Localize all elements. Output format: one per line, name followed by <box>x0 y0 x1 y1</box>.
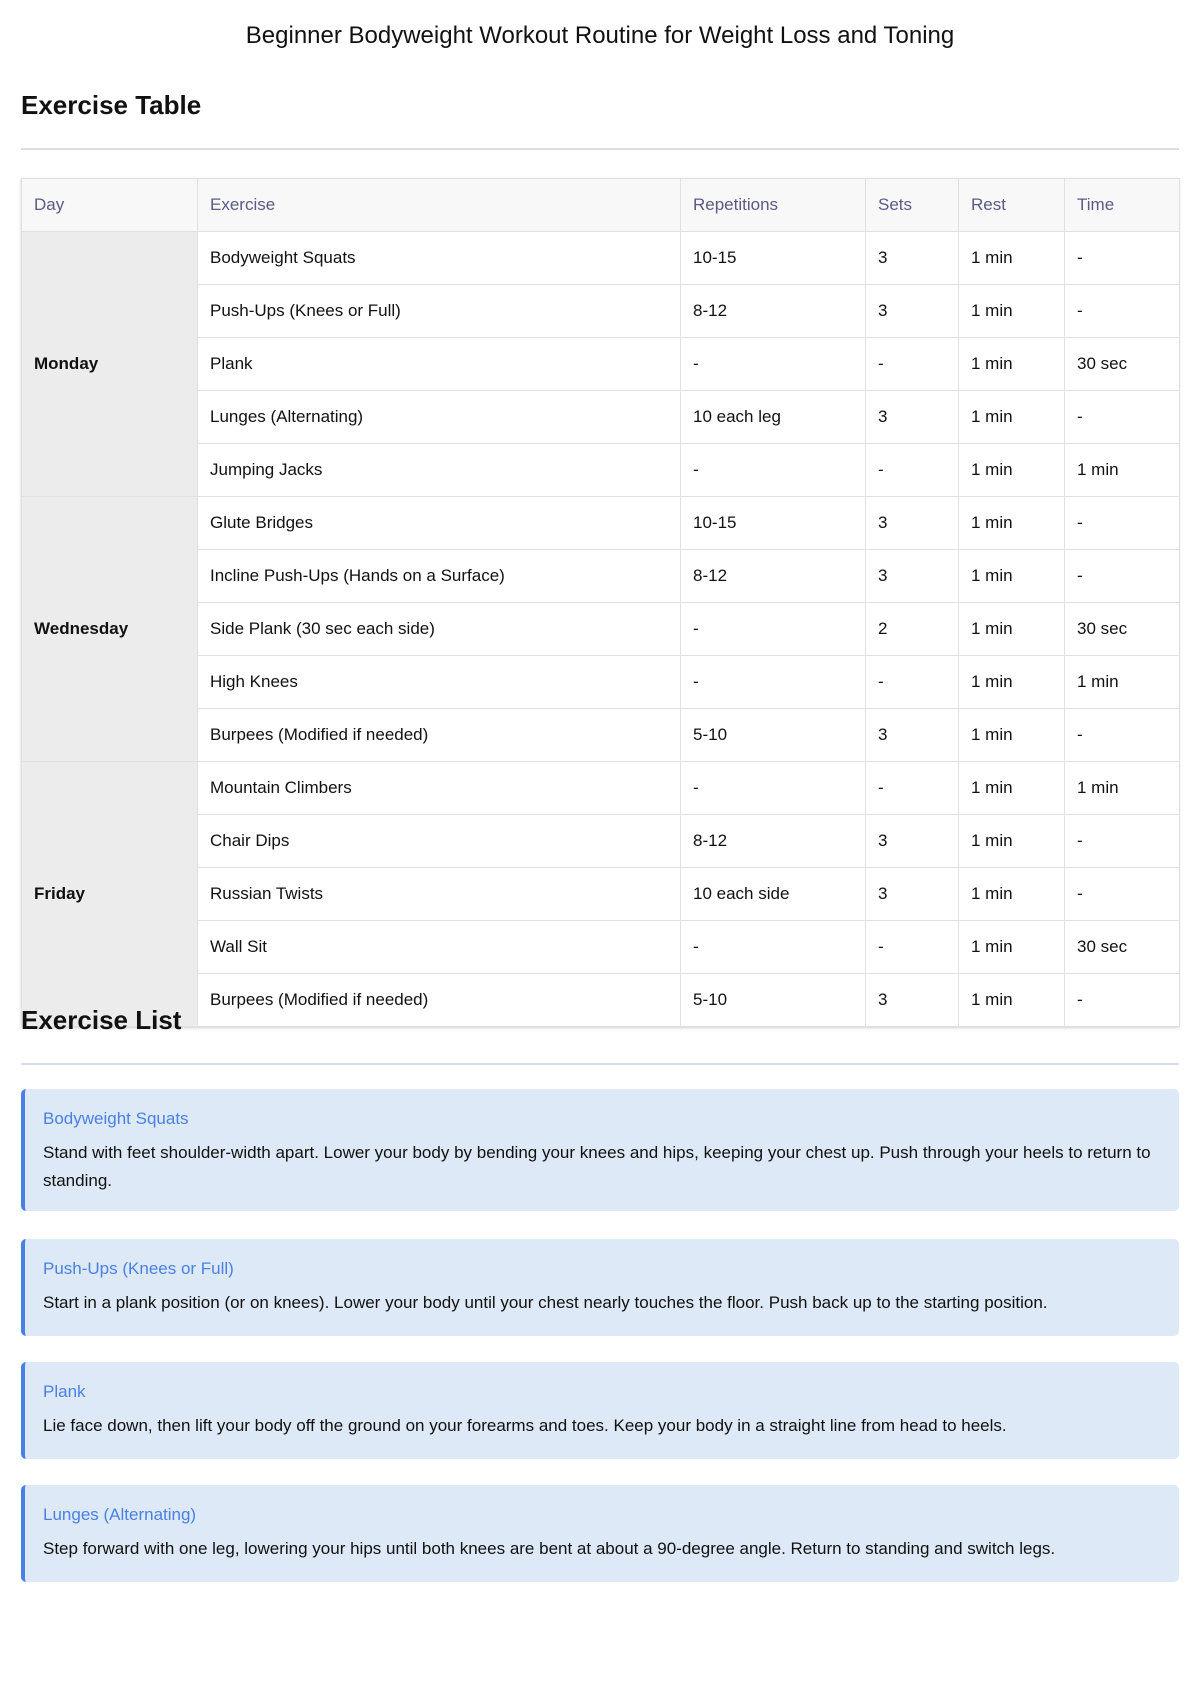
sets-cell: 3 <box>866 550 959 603</box>
rest-cell: 1 min <box>959 391 1065 444</box>
rest-cell: 1 min <box>959 921 1065 974</box>
exercise-cell: Push-Ups (Knees or Full) <box>198 285 681 338</box>
sets-cell: - <box>866 762 959 815</box>
time-cell: - <box>1065 232 1180 285</box>
time-cell: - <box>1065 391 1180 444</box>
exercise-list-heading: Exercise List <box>21 1005 182 1035</box>
time-cell: 1 min <box>1065 444 1180 497</box>
sets-cell: 3 <box>866 868 959 921</box>
rest-cell: 1 min <box>959 550 1065 603</box>
time-cell: - <box>1065 497 1180 550</box>
repetitions-cell: - <box>681 338 866 391</box>
repetitions-cell: 10 each leg <box>681 391 866 444</box>
time-cell: 30 sec <box>1065 338 1180 391</box>
rest-cell: 1 min <box>959 603 1065 656</box>
sets-cell: 3 <box>866 497 959 550</box>
rest-cell: 1 min <box>959 338 1065 391</box>
exercise-table <box>21 178 1180 1027</box>
exercise-card-description: Start in a plank position (or on knees). Lower your body until your chest nearly touches the floor. Push back up to the starting position. <box>43 1293 1048 1312</box>
sets-cell: - <box>866 921 959 974</box>
exercise-cell: Burpees (Modified if needed) <box>198 709 681 762</box>
column-header-day: Day <box>22 179 198 232</box>
exercise-table-heading: Exercise Table <box>21 90 202 120</box>
column-header-rest: Rest <box>959 179 1065 232</box>
exercise-cell: Russian Twists <box>198 868 681 921</box>
rest-cell: 1 min <box>959 815 1065 868</box>
rest-cell: 1 min <box>959 444 1065 497</box>
exercise-cell: Bodyweight Squats <box>198 232 681 285</box>
exercise-card <box>21 1239 1179 1336</box>
table-row <box>22 762 1180 815</box>
sets-cell: 3 <box>866 974 959 1027</box>
rest-cell: 1 min <box>959 974 1065 1027</box>
sets-cell: - <box>866 656 959 709</box>
exercise-card <box>21 1362 1179 1459</box>
rest-cell: 1 min <box>959 285 1065 338</box>
day-cell: Monday <box>22 232 198 497</box>
table-body <box>22 232 1180 1027</box>
repetitions-cell: 8-12 <box>681 285 866 338</box>
exercise-cell: Plank <box>198 338 681 391</box>
exercise-cell: Mountain Climbers <box>198 762 681 815</box>
sets-cell: 3 <box>866 709 959 762</box>
day-cell: Friday <box>22 762 198 1027</box>
table-row <box>22 232 1180 285</box>
repetitions-cell: 8-12 <box>681 550 866 603</box>
exercise-card-title: Plank <box>43 1382 86 1401</box>
repetitions-cell: 5-10 <box>681 974 866 1027</box>
repetitions-cell: - <box>681 762 866 815</box>
exercise-cell: Jumping Jacks <box>198 444 681 497</box>
exercise-card-description: Stand with feet shoulder-width apart. Lower your body by bending your knees and hips, keeping your chest up. Push through your heels to return to standing. <box>43 1143 1151 1190</box>
sets-cell: 2 <box>866 603 959 656</box>
exercise-card-title: Push-Ups (Knees or Full) <box>43 1259 234 1278</box>
repetitions-cell: 5-10 <box>681 709 866 762</box>
sets-cell: - <box>866 338 959 391</box>
sets-cell: 3 <box>866 285 959 338</box>
exercise-cell: Glute Bridges <box>198 497 681 550</box>
repetitions-cell: - <box>681 603 866 656</box>
exercise-card-description: Lie face down, then lift your body off the ground on your forearms and toes. Keep your body in a straight line from head to heels. <box>43 1416 1007 1435</box>
exercise-card <box>21 1089 1179 1211</box>
column-header-repetitions: Repetitions <box>681 179 866 232</box>
repetitions-cell: 10-15 <box>681 497 866 550</box>
day-cell: Wednesday <box>22 497 198 762</box>
time-cell: - <box>1065 974 1180 1027</box>
sets-cell: 3 <box>866 815 959 868</box>
repetitions-cell: 10-15 <box>681 232 866 285</box>
time-cell: 30 sec <box>1065 603 1180 656</box>
time-cell: - <box>1065 709 1180 762</box>
sets-cell: - <box>866 444 959 497</box>
exercise-card <box>21 1485 1179 1582</box>
repetitions-cell: - <box>681 444 866 497</box>
sets-cell: 3 <box>866 232 959 285</box>
column-header-exercise: Exercise <box>198 179 681 232</box>
page-title: Beginner Bodyweight Workout Routine for Weight Loss and Toning <box>245 22 955 49</box>
column-header-sets: Sets <box>866 179 959 232</box>
time-cell: - <box>1065 815 1180 868</box>
time-cell: - <box>1065 285 1180 338</box>
time-cell: - <box>1065 550 1180 603</box>
time-cell: 1 min <box>1065 656 1180 709</box>
sets-cell: 3 <box>866 391 959 444</box>
exercise-table-container <box>21 178 1179 1027</box>
rest-cell: 1 min <box>959 232 1065 285</box>
exercise-cell: Side Plank (30 sec each side) <box>198 603 681 656</box>
section-divider <box>21 1063 1179 1065</box>
rest-cell: 1 min <box>959 656 1065 709</box>
exercise-cell: Incline Push-Ups (Hands on a Surface) <box>198 550 681 603</box>
rest-cell: 1 min <box>959 762 1065 815</box>
exercise-card-title: Bodyweight Squats <box>43 1109 189 1128</box>
repetitions-cell: 10 each side <box>681 868 866 921</box>
table-header-row <box>22 179 1180 232</box>
exercise-cell: Lunges (Alternating) <box>198 391 681 444</box>
exercise-cell: Wall Sit <box>198 921 681 974</box>
column-header-time: Time <box>1065 179 1180 232</box>
time-cell: 30 sec <box>1065 921 1180 974</box>
exercise-cell: High Knees <box>198 656 681 709</box>
time-cell: 1 min <box>1065 762 1180 815</box>
rest-cell: 1 min <box>959 868 1065 921</box>
table-row <box>22 497 1180 550</box>
section-divider <box>21 148 1179 150</box>
rest-cell: 1 min <box>959 497 1065 550</box>
time-cell: - <box>1065 868 1180 921</box>
repetitions-cell: - <box>681 921 866 974</box>
exercise-card-description: Step forward with one leg, lowering your hips until both knees are bent at about a 90-degree angle. Return to standing and switch legs. <box>43 1539 1056 1558</box>
repetitions-cell: 8-12 <box>681 815 866 868</box>
exercise-card-title: Lunges (Alternating) <box>43 1505 197 1524</box>
rest-cell: 1 min <box>959 709 1065 762</box>
exercise-cell: Chair Dips <box>198 815 681 868</box>
exercise-cell: Burpees (Modified if needed) <box>198 974 681 1027</box>
repetitions-cell: - <box>681 656 866 709</box>
